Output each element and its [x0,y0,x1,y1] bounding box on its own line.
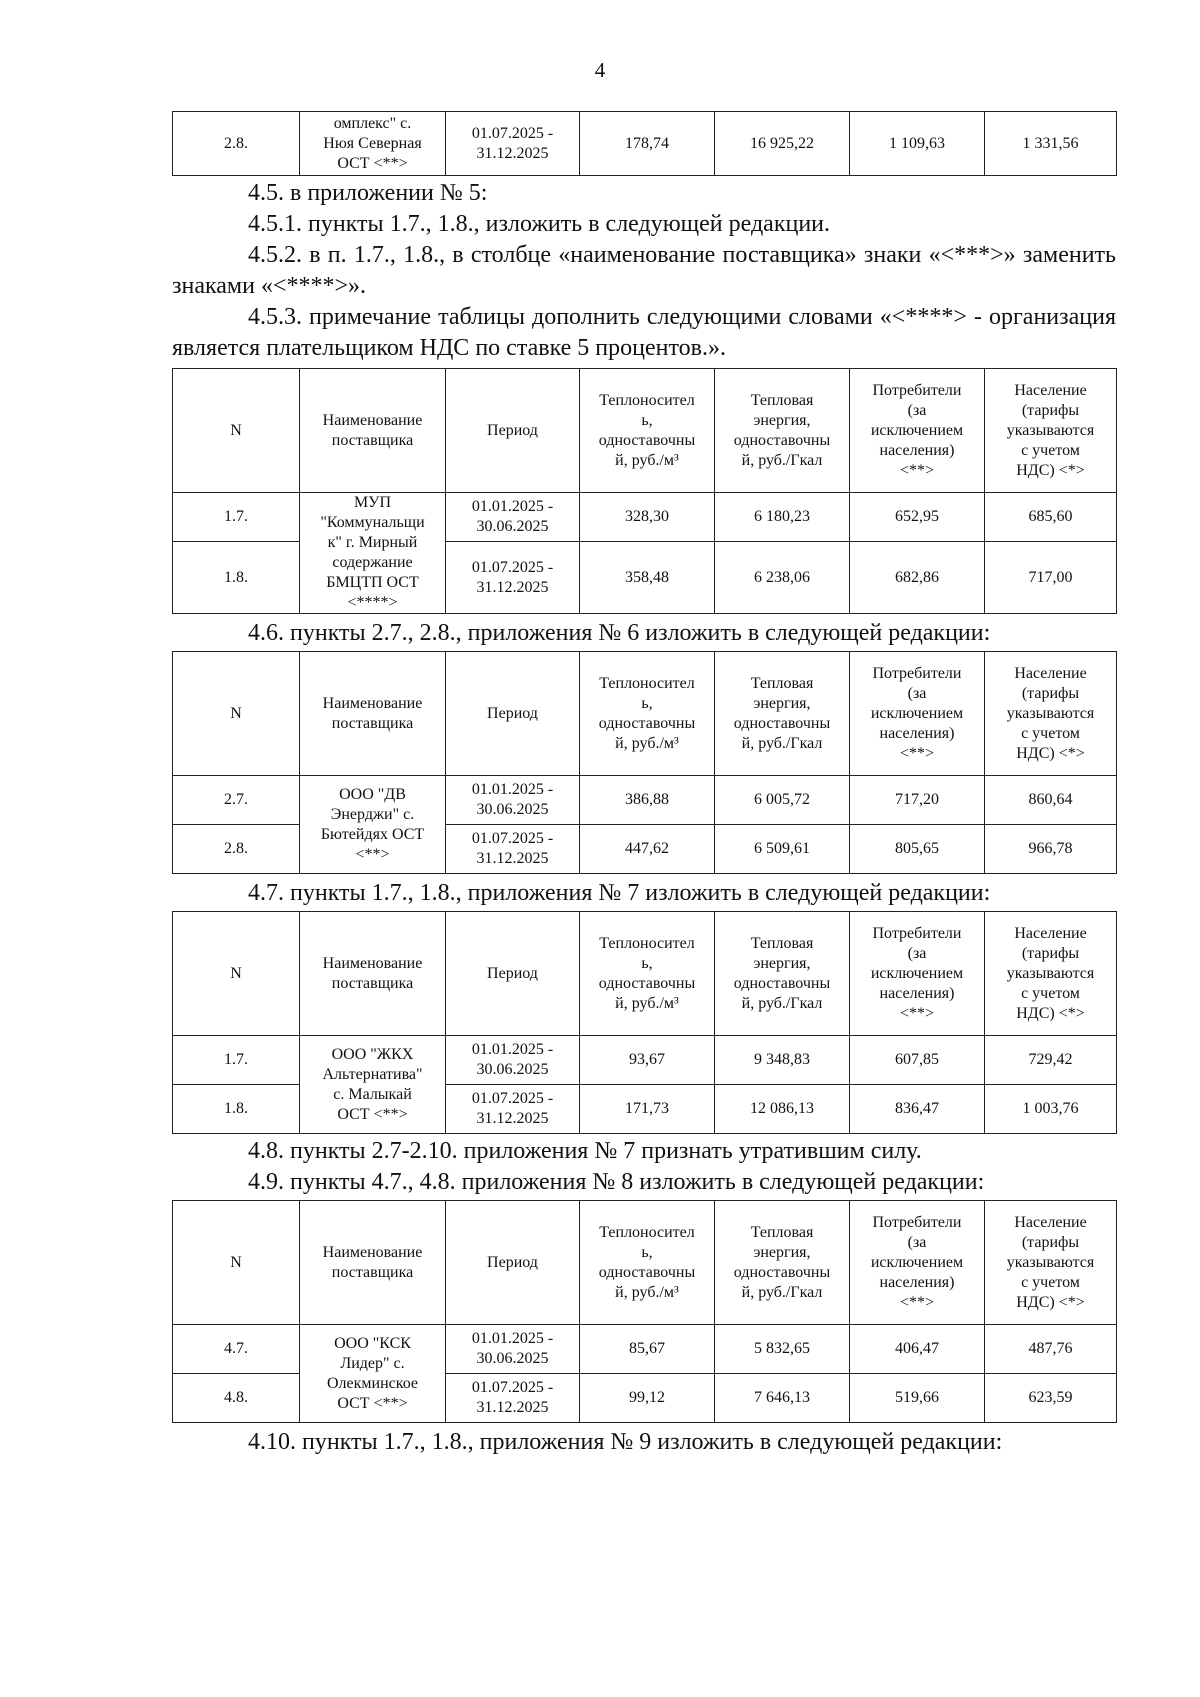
header-supplier: Наименование поставщика [300,912,446,1036]
header-supplier: Наименование поставщика [300,652,446,776]
population-value: 623,59 [985,1374,1117,1423]
header-thermal-energy: Тепловая энергия, одноставочны й, руб./Гкал [715,912,850,1036]
thermal-energy-value: 16 925,22 [715,112,850,176]
header-heat-carrier: Теплоносител ь, одноставочны й, руб./м³ [580,369,715,493]
row-number: 2.8. [173,112,300,176]
heat-carrier-value: 358,48 [580,542,715,614]
row-number: 1.8. [173,1085,300,1134]
thermal-energy-value: 6 005,72 [715,776,850,825]
header-consumers: Потребители (за исключением населения) <**> [850,1201,985,1325]
paragraph-4-5-2: 4.5.2. в п. 1.7., 1.8., в столбце «наименование поставщика» знаки «<***>» заменить знаками «<****>». [172,242,1116,299]
table-row [173,1036,1117,1085]
header-period: Период [446,369,580,493]
tariff-table [172,368,1117,614]
thermal-energy-value: 6 180,23 [715,493,850,542]
header-heat-carrier: Теплоносител ь, одноставочны й, руб./м³ [580,652,715,776]
population-value: 729,42 [985,1036,1117,1085]
header-thermal-energy: Тепловая энергия, одноставочны й, руб./Гкал [715,1201,850,1325]
consumers-value: 805,65 [850,825,985,874]
header-thermal-energy: Тепловая энергия, одноставочны й, руб./Гкал [715,652,850,776]
population-value: 685,60 [985,493,1117,542]
paragraph-4-5-3: 4.5.3. примечание таблицы дополнить следующими словами «<****> - организация является плательщиком НДС по ставке 5 процентов.». [172,304,1116,361]
supplier-name: ООО "ДВ Энерджи" с. Бютейдях ОСТ <**> [300,776,446,874]
supplier-name: омплекс" с. Нюя Северная ОСТ <**> [300,112,446,176]
period: 01.01.2025 - 30.06.2025 [446,1325,580,1374]
supplier-name: ООО "КСК Лидер" с. Олекминское ОСТ <**> [300,1325,446,1423]
paragraph-4-8: 4.8. пункты 2.7-2.10. приложения № 7 признать утратившим силу. [248,1138,922,1164]
consumers-value: 717,20 [850,776,985,825]
header-population: Население (тарифы указываются с учетом НДС) <*> [985,912,1117,1036]
table-row [173,776,1117,825]
header-heat-carrier: Теплоносител ь, одноставочны й, руб./м³ [580,1201,715,1325]
table-row [173,493,1117,542]
header-consumers: Потребители (за исключением населения) <**> [850,652,985,776]
population-value: 487,76 [985,1325,1117,1374]
header-n: N [173,912,300,1036]
header-population: Население (тарифы указываются с учетом НДС) <*> [985,1201,1117,1325]
paragraph-4-9: 4.9. пункты 4.7., 4.8. приложения № 8 изложить в следующей редакции: [248,1169,985,1195]
thermal-energy-value: 9 348,83 [715,1036,850,1085]
consumers-value: 519,66 [850,1374,985,1423]
period: 01.07.2025 - 31.12.2025 [446,1374,580,1423]
thermal-energy-value: 7 646,13 [715,1374,850,1423]
consumers-value: 607,85 [850,1036,985,1085]
heat-carrier-value: 85,67 [580,1325,715,1374]
population-value: 966,78 [985,825,1117,874]
tariff-table [172,1200,1117,1423]
period: 01.01.2025 - 30.06.2025 [446,493,580,542]
consumers-value: 836,47 [850,1085,985,1134]
thermal-energy-value: 12 086,13 [715,1085,850,1134]
period: 01.01.2025 - 30.06.2025 [446,776,580,825]
header-heat-carrier: Теплоносител ь, одноставочны й, руб./м³ [580,912,715,1036]
row-number: 1.7. [173,1036,300,1085]
period: 01.07.2025 - 31.12.2025 [446,542,580,614]
row-number: 2.8. [173,825,300,874]
consumers-value: 682,86 [850,542,985,614]
row-number: 4.8. [173,1374,300,1423]
table-header-row [173,912,1117,1036]
header-n: N [173,1201,300,1325]
heat-carrier-value: 171,73 [580,1085,715,1134]
tariff-table-continuation [172,111,1117,176]
period: 01.07.2025 - 31.12.2025 [446,112,580,176]
supplier-name: ООО "ЖКХ Альтернатива" с. Малыкай ОСТ <**> [300,1036,446,1134]
thermal-energy-value: 6 509,61 [715,825,850,874]
header-supplier: Наименование поставщика [300,1201,446,1325]
population-value: 1 003,76 [985,1085,1117,1134]
consumers-value: 652,95 [850,493,985,542]
header-supplier: Наименование поставщика [300,369,446,493]
page-number: 4 [594,58,606,82]
tariff-table [172,651,1117,874]
paragraph-4-6: 4.6. пункты 2.7., 2.8., приложения № 6 изложить в следующей редакции: [248,620,991,646]
heat-carrier-value: 93,67 [580,1036,715,1085]
row-number: 4.7. [173,1325,300,1374]
header-consumers: Потребители (за исключением населения) <**> [850,369,985,493]
header-period: Период [446,912,580,1036]
header-population: Население (тарифы указываются с учетом НДС) <*> [985,369,1117,493]
table-row [173,1325,1117,1374]
header-n: N [173,369,300,493]
period: 01.07.2025 - 31.12.2025 [446,825,580,874]
header-period: Период [446,1201,580,1325]
supplier-name: МУП "Коммунальщи к" г. Мирный содержание БМЦТП ОСТ <****> [300,493,446,614]
heat-carrier-value: 447,62 [580,825,715,874]
row-number: 1.7. [173,493,300,542]
paragraph-4-5: 4.5. в приложении № 5: [248,180,488,206]
consumers-value: 1 109,63 [850,112,985,176]
table-header-row [173,652,1117,776]
paragraph-4-5-1: 4.5.1. пункты 1.7., 1.8., изложить в следующей редакции. [248,211,831,237]
header-thermal-energy: Тепловая энергия, одноставочны й, руб./Гкал [715,369,850,493]
table-header-row [173,369,1117,493]
thermal-energy-value: 5 832,65 [715,1325,850,1374]
paragraph-4-7: 4.7. пункты 1.7., 1.8., приложения № 7 изложить в следующей редакции: [248,880,991,906]
document-body [172,111,1116,1458]
population-value: 860,64 [985,776,1117,825]
heat-carrier-value: 386,88 [580,776,715,825]
heat-carrier-value: 178,74 [580,112,715,176]
period: 01.07.2025 - 31.12.2025 [446,1085,580,1134]
period: 01.01.2025 - 30.06.2025 [446,1036,580,1085]
paragraph-4-10: 4.10. пункты 1.7., 1.8., приложения № 9 изложить в следующей редакции: [248,1429,1003,1455]
population-value: 1 331,56 [985,112,1117,176]
heat-carrier-value: 328,30 [580,493,715,542]
tariff-table [172,911,1117,1134]
header-consumers: Потребители (за исключением населения) <**> [850,912,985,1036]
heat-carrier-value: 99,12 [580,1374,715,1423]
header-n: N [173,652,300,776]
header-population: Население (тарифы указываются с учетом НДС) <*> [985,652,1117,776]
header-period: Период [446,652,580,776]
row-number: 1.8. [173,542,300,614]
consumers-value: 406,47 [850,1325,985,1374]
population-value: 717,00 [985,542,1117,614]
thermal-energy-value: 6 238,06 [715,542,850,614]
table-header-row [173,1201,1117,1325]
row-number: 2.7. [173,776,300,825]
